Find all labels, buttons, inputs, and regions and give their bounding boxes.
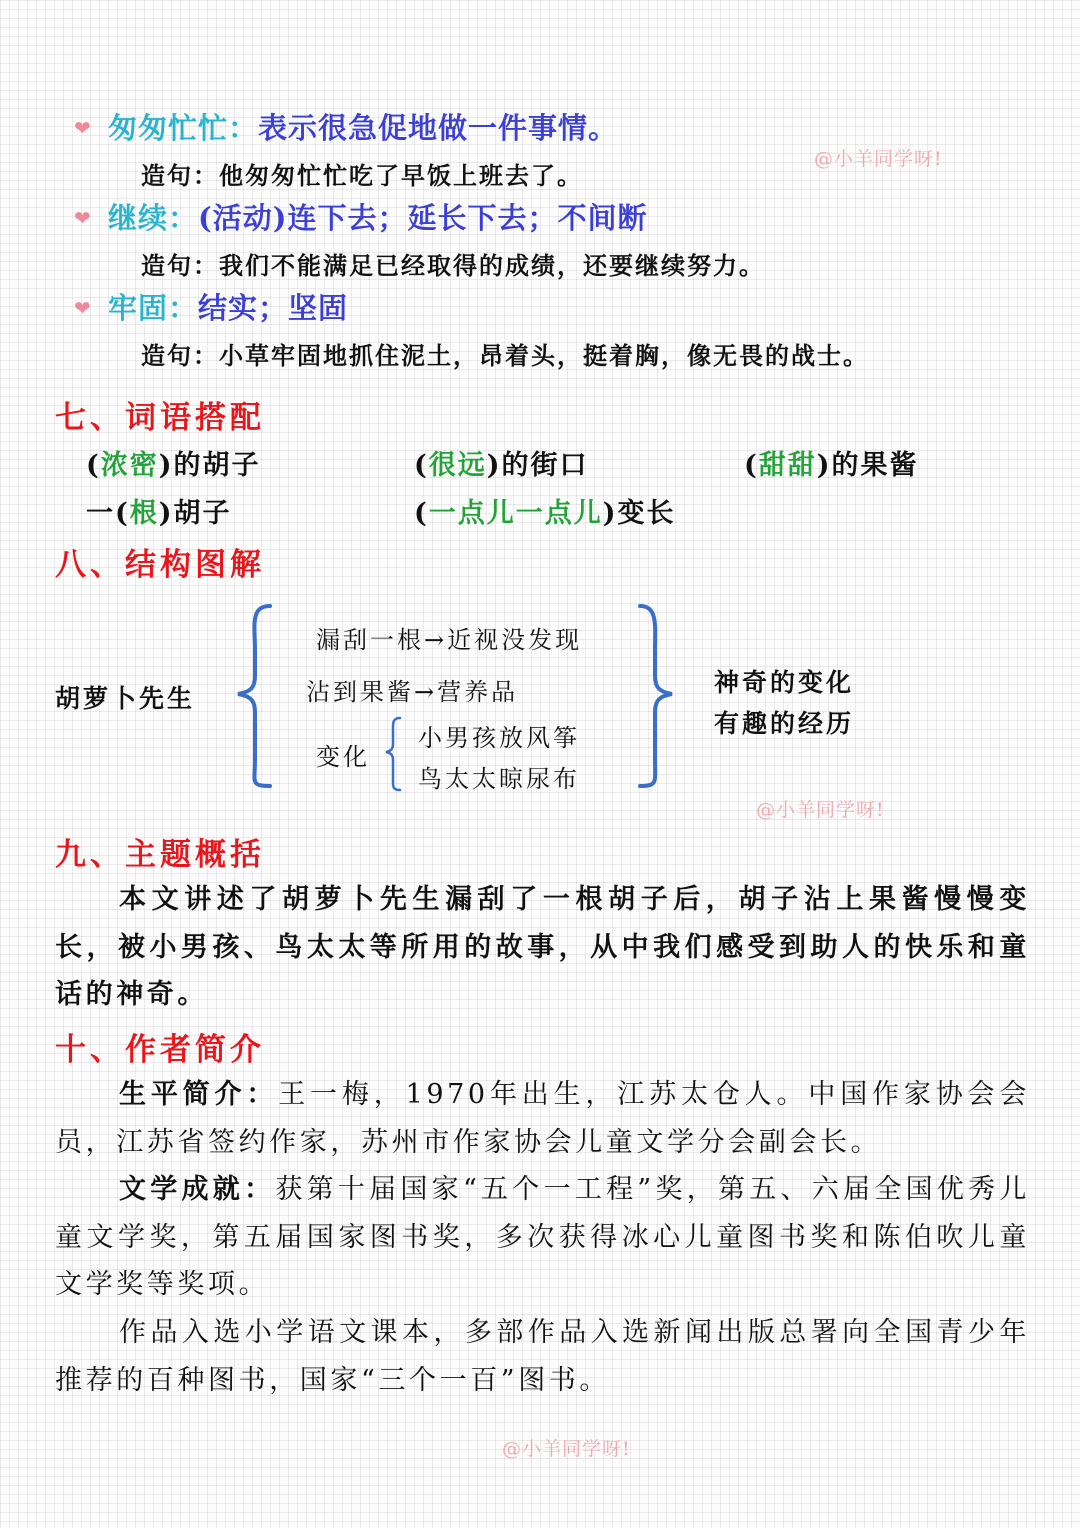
watermark: @小羊同学呀! bbox=[502, 1438, 631, 1460]
small-brace bbox=[386, 718, 400, 790]
author-achievement-text: 获第十届国家“五个一工程”奖，第五、六届全国优秀儿童文学奖，第五届国家图书奖，多次获得冰心儿童图书奖和陈伯吹儿童文学奖等奖项。 bbox=[55, 1174, 1030, 1300]
diagram-branch: 变化 bbox=[316, 743, 370, 771]
diagram-result: 有趣的经历 bbox=[714, 709, 855, 738]
left-brace bbox=[238, 606, 270, 786]
section-heading-10: 十、作者简介 bbox=[55, 1032, 265, 1068]
theme-paragraph: 本文讲述了胡萝卜先生漏刮了一根胡子后，胡子沾上果酱慢慢变长，被小男孩、鸟太太等所用的故事，从中我们感受到助人的快乐和童话的神奇。 bbox=[55, 884, 1030, 1010]
diagram-result: 神奇的变化 bbox=[714, 668, 855, 697]
section-heading-7: 七、词语搭配 bbox=[55, 400, 265, 436]
vocab-sentence: 造句：小草牢固地抓住泥土，昂着头，挺着胸，像无畏的战士。 bbox=[141, 341, 869, 370]
author-life-label: 生平简介： bbox=[119, 1079, 279, 1110]
vocab-term: 牢固： bbox=[108, 291, 199, 325]
author-works-paragraph: 作品入选小学语文课本，多部作品入选新闻出版总署向全国青少年推荐的百种图书，国家“三个一百”图书。 bbox=[55, 1317, 1030, 1396]
diagram-branch: 漏刮一根→近视没发现 bbox=[316, 626, 583, 654]
word-pair: (很远)的街口 bbox=[414, 450, 589, 481]
vocab-sentence: 造句：他匆匆忙忙吃了早饭上班去了。 bbox=[141, 161, 583, 190]
vocab-definition: 结实；坚固 bbox=[198, 291, 349, 325]
section-heading-9: 九、主题概括 bbox=[55, 837, 265, 873]
heart-bullet-icon: ❤ bbox=[74, 116, 91, 140]
word-pair: (浓密)的胡子 bbox=[86, 450, 261, 481]
watermark: @小羊同学呀! bbox=[756, 799, 885, 821]
vocab-definition: 表示很急促地做一件事情。 bbox=[258, 111, 619, 145]
diagram-sub-branch: 小男孩放风筝 bbox=[418, 724, 580, 752]
watermark: @小羊同学呀! bbox=[814, 148, 943, 170]
right-brace bbox=[640, 606, 672, 786]
author-life-paragraph bbox=[55, 1071, 1030, 1166]
heart-bullet-icon: ❤ bbox=[74, 296, 91, 320]
heart-bullet-icon: ❤ bbox=[74, 206, 91, 230]
vocab-term: 匆匆忙忙： bbox=[108, 111, 259, 145]
section-heading-8: 八、结构图解 bbox=[55, 547, 265, 583]
diagram-sub-branch: 鸟太太晾尿布 bbox=[418, 765, 580, 793]
vocab-term: 继续： bbox=[108, 201, 199, 235]
author-achievement-paragraph bbox=[55, 1166, 1030, 1309]
vocab-definition: (活动)连下去；延长下去；不间断 bbox=[198, 201, 648, 235]
word-pair: (一点儿一点儿)变长 bbox=[414, 498, 676, 529]
word-pair: (甜甜)的果酱 bbox=[744, 450, 919, 481]
author-achievement-label: 文学成就： bbox=[119, 1174, 276, 1205]
vocab-sentence: 造句：我们不能满足已经取得的成绩，还要继续努力。 bbox=[141, 251, 765, 280]
diagram-branch: 沾到果酱→营养品 bbox=[306, 678, 519, 706]
author-life-text: 王一梅，1970年出生，江苏太仓人。中国作家协会会员，江苏省签约作家，苏州市作家协会儿童文学分会副会长。 bbox=[55, 1079, 1031, 1158]
diagram-root: 胡萝卜先生 bbox=[55, 684, 196, 713]
word-pair: 一(根)胡子 bbox=[86, 498, 232, 529]
